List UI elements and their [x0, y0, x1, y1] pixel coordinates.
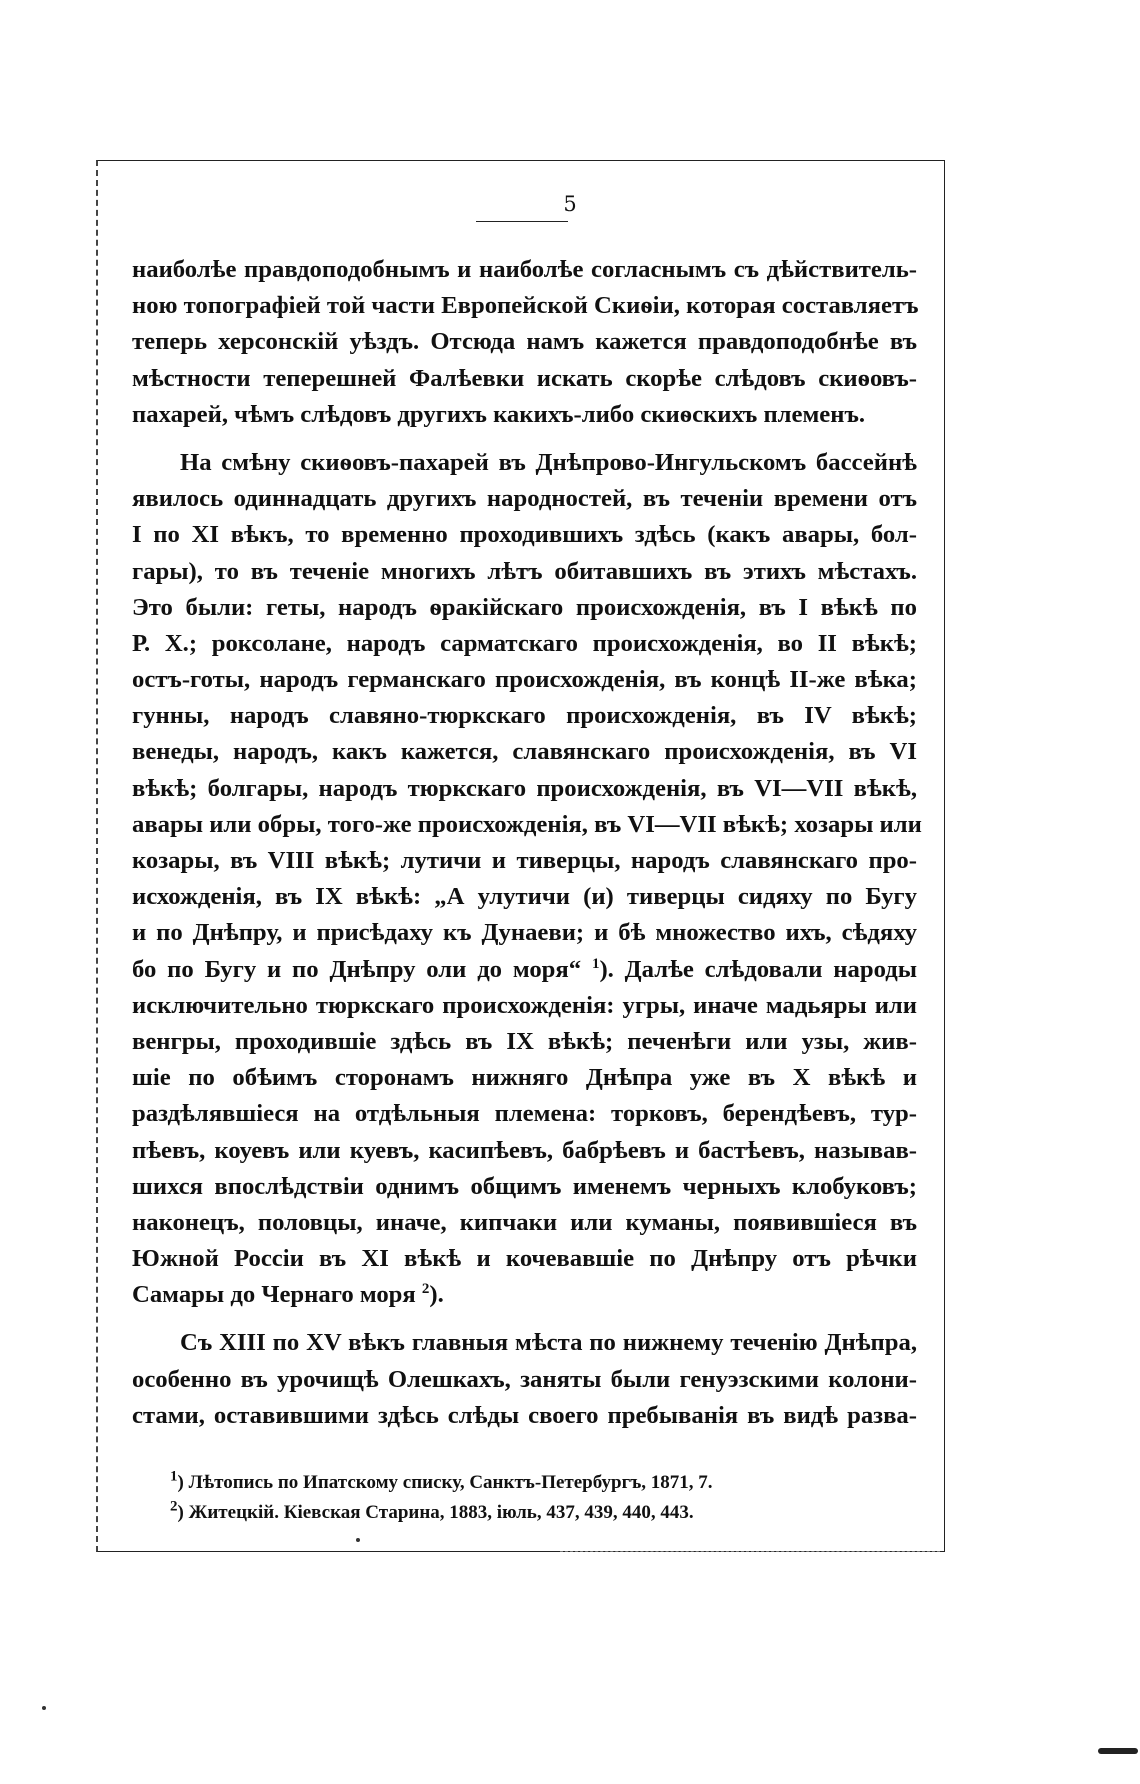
text-line-with-ref: [132, 952, 917, 988]
footnotes: [170, 1468, 890, 1528]
text-line: козары, въ VIII вѣкѣ; лутичи и тиверцы, народъ славянскаго про-: [132, 847, 917, 874]
text-line: раздѣлявшіеся на отдѣльныя племена: торковъ, берендѣевъ, тур-: [132, 1100, 917, 1128]
footnote-2: [170, 1498, 890, 1528]
text-line: стами, оставившими здѣсь слѣды своего пребыванія въ видѣ разва-: [132, 1401, 917, 1429]
text-line: пѣевъ, коуевъ или куевъ, касипѣевъ, бабрѣевъ и бастѣевъ, называв-: [132, 1136, 917, 1164]
text-line: пахарей, чѣмъ слѣдовъ другихъ какихъ-либо скиѳскихъ племенъ.: [132, 400, 866, 428]
text-line-fragment: Самары до Чернаго моря: [132, 1281, 416, 1309]
text-line: наконецъ, половцы, иначе, кипчаки или куманы, появившіеся въ: [132, 1208, 917, 1236]
scan-speck: [356, 1538, 360, 1542]
text-line: мѣстности теперешней Фалѣевки искать скорѣе слѣдовъ скиѳовъ-: [132, 364, 917, 392]
scan-speck: [42, 1706, 46, 1710]
text-line: исключительно тюркскаго происхожденія: угры, иначе мадьяры или: [132, 991, 917, 1019]
text-line: теперь херсонскій уѣздъ. Отсюда намъ кажется правдоподобнѣе въ: [132, 328, 917, 356]
text-line: остъ-готы, народъ германскаго происхожденія, въ концѣ II-же вѣка;: [132, 666, 917, 694]
text-line: авары или обры, того-же происхожденія, въ VI—VII вѣкѣ; хозары или: [132, 810, 922, 838]
text-line: венеды, народъ, какъ кажется, славянскаго происхожденія, въ VI: [132, 738, 917, 766]
bottom-rule-fragment: [560, 1551, 940, 1552]
text-line: I по XI вѣкъ, то временно проходившихъ здѣсь (какъ авары, бол-: [132, 521, 917, 549]
text-line-fragment: ).: [429, 1281, 444, 1309]
footnote-1: [170, 1468, 890, 1498]
text-line: исхожденія, въ IX вѣкѣ: „А улутичи (и) тиверцы сидяху по Бугу: [132, 883, 917, 911]
text-line-fragment: ). Далѣе слѣдовали народы: [599, 955, 917, 983]
footnote-ref-2: 2: [421, 1281, 430, 1298]
text-line-with-ref: [132, 1277, 917, 1313]
text-line: явилось одиннадцать другихъ народностей, въ теченіи времени отъ: [132, 485, 917, 513]
text-line: вѣкѣ; болгары, народъ тюркскаго происхожденія, въ VI—VII вѣкѣ,: [132, 774, 917, 802]
text-line: наиболѣе правдоподобнымъ и наиболѣе согласнымъ съ дѣйствитель-: [132, 256, 917, 283]
footnote-mark: 1: [170, 1468, 178, 1485]
footnote-ref-1: 1: [591, 955, 600, 972]
text-line: На смѣну скиѳовъ-пахарей въ Днѣпрово-Ингульскомъ бассейнѣ: [180, 448, 917, 476]
text-line: ною топографіей той части Европейской Скиѳіи, которая составляетъ: [132, 292, 919, 320]
text-line-fragment: бо по Бугу и по Днѣпру оли до моря“: [132, 955, 582, 983]
footnote-text: ) Лѣтопись по Ипатскому списку, Санктъ-Петербургъ, 1871, 7.: [177, 1472, 713, 1493]
scan-artifact-mark: [1098, 1748, 1138, 1754]
body-text: [132, 252, 922, 1434]
footnote-mark: 2: [170, 1498, 178, 1515]
text-line: особенно въ урочищѣ Олешкахъ, заняты были генуэзскими колони-: [132, 1365, 917, 1393]
page-number-rule: [476, 221, 568, 222]
text-line: Это были: геты, народъ ѳракійскаго происхожденія, въ I вѣкѣ по: [132, 593, 917, 621]
text-line: и по Днѣпру, и присѣдаху къ Дунаеви; и бѣ множество ихъ, сѣдяху: [132, 919, 917, 947]
text-line: Южной Россіи въ XI вѣкѣ и кочевавшіе по Днѣпру отъ рѣчки: [132, 1245, 917, 1273]
text-line: шіе по обѣимъ сторонамъ нижняго Днѣпра уже въ X вѣкѣ и: [132, 1064, 917, 1092]
footnote-text: ) Житецкій. Кіевская Старина, 1883, іюль, 437, 439, 440, 443.: [177, 1502, 694, 1523]
text-line: Р. Х.; роксолане, народъ сарматскаго происхожденія, во II вѣкѣ;: [132, 629, 917, 657]
text-line: гары), то въ теченіе многихъ лѣтъ обитавшихъ въ этихъ мѣстахъ.: [132, 557, 917, 585]
text-line: венгры, проходившіе здѣсь въ IX вѣкѣ; печенѣги или узы, жив-: [132, 1027, 917, 1055]
text-line: шихся впослѣдствіи однимъ общимъ именемъ черныхъ клобуковъ;: [132, 1172, 917, 1200]
page-number: 5: [563, 192, 577, 216]
text-line: Съ XIII по XV вѣкъ главныя мѣста по нижнему теченію Днѣпра,: [180, 1329, 917, 1357]
text-line: гунны, народъ славяно-тюркскаго происхожденія, въ IV вѣкѣ;: [132, 702, 917, 730]
